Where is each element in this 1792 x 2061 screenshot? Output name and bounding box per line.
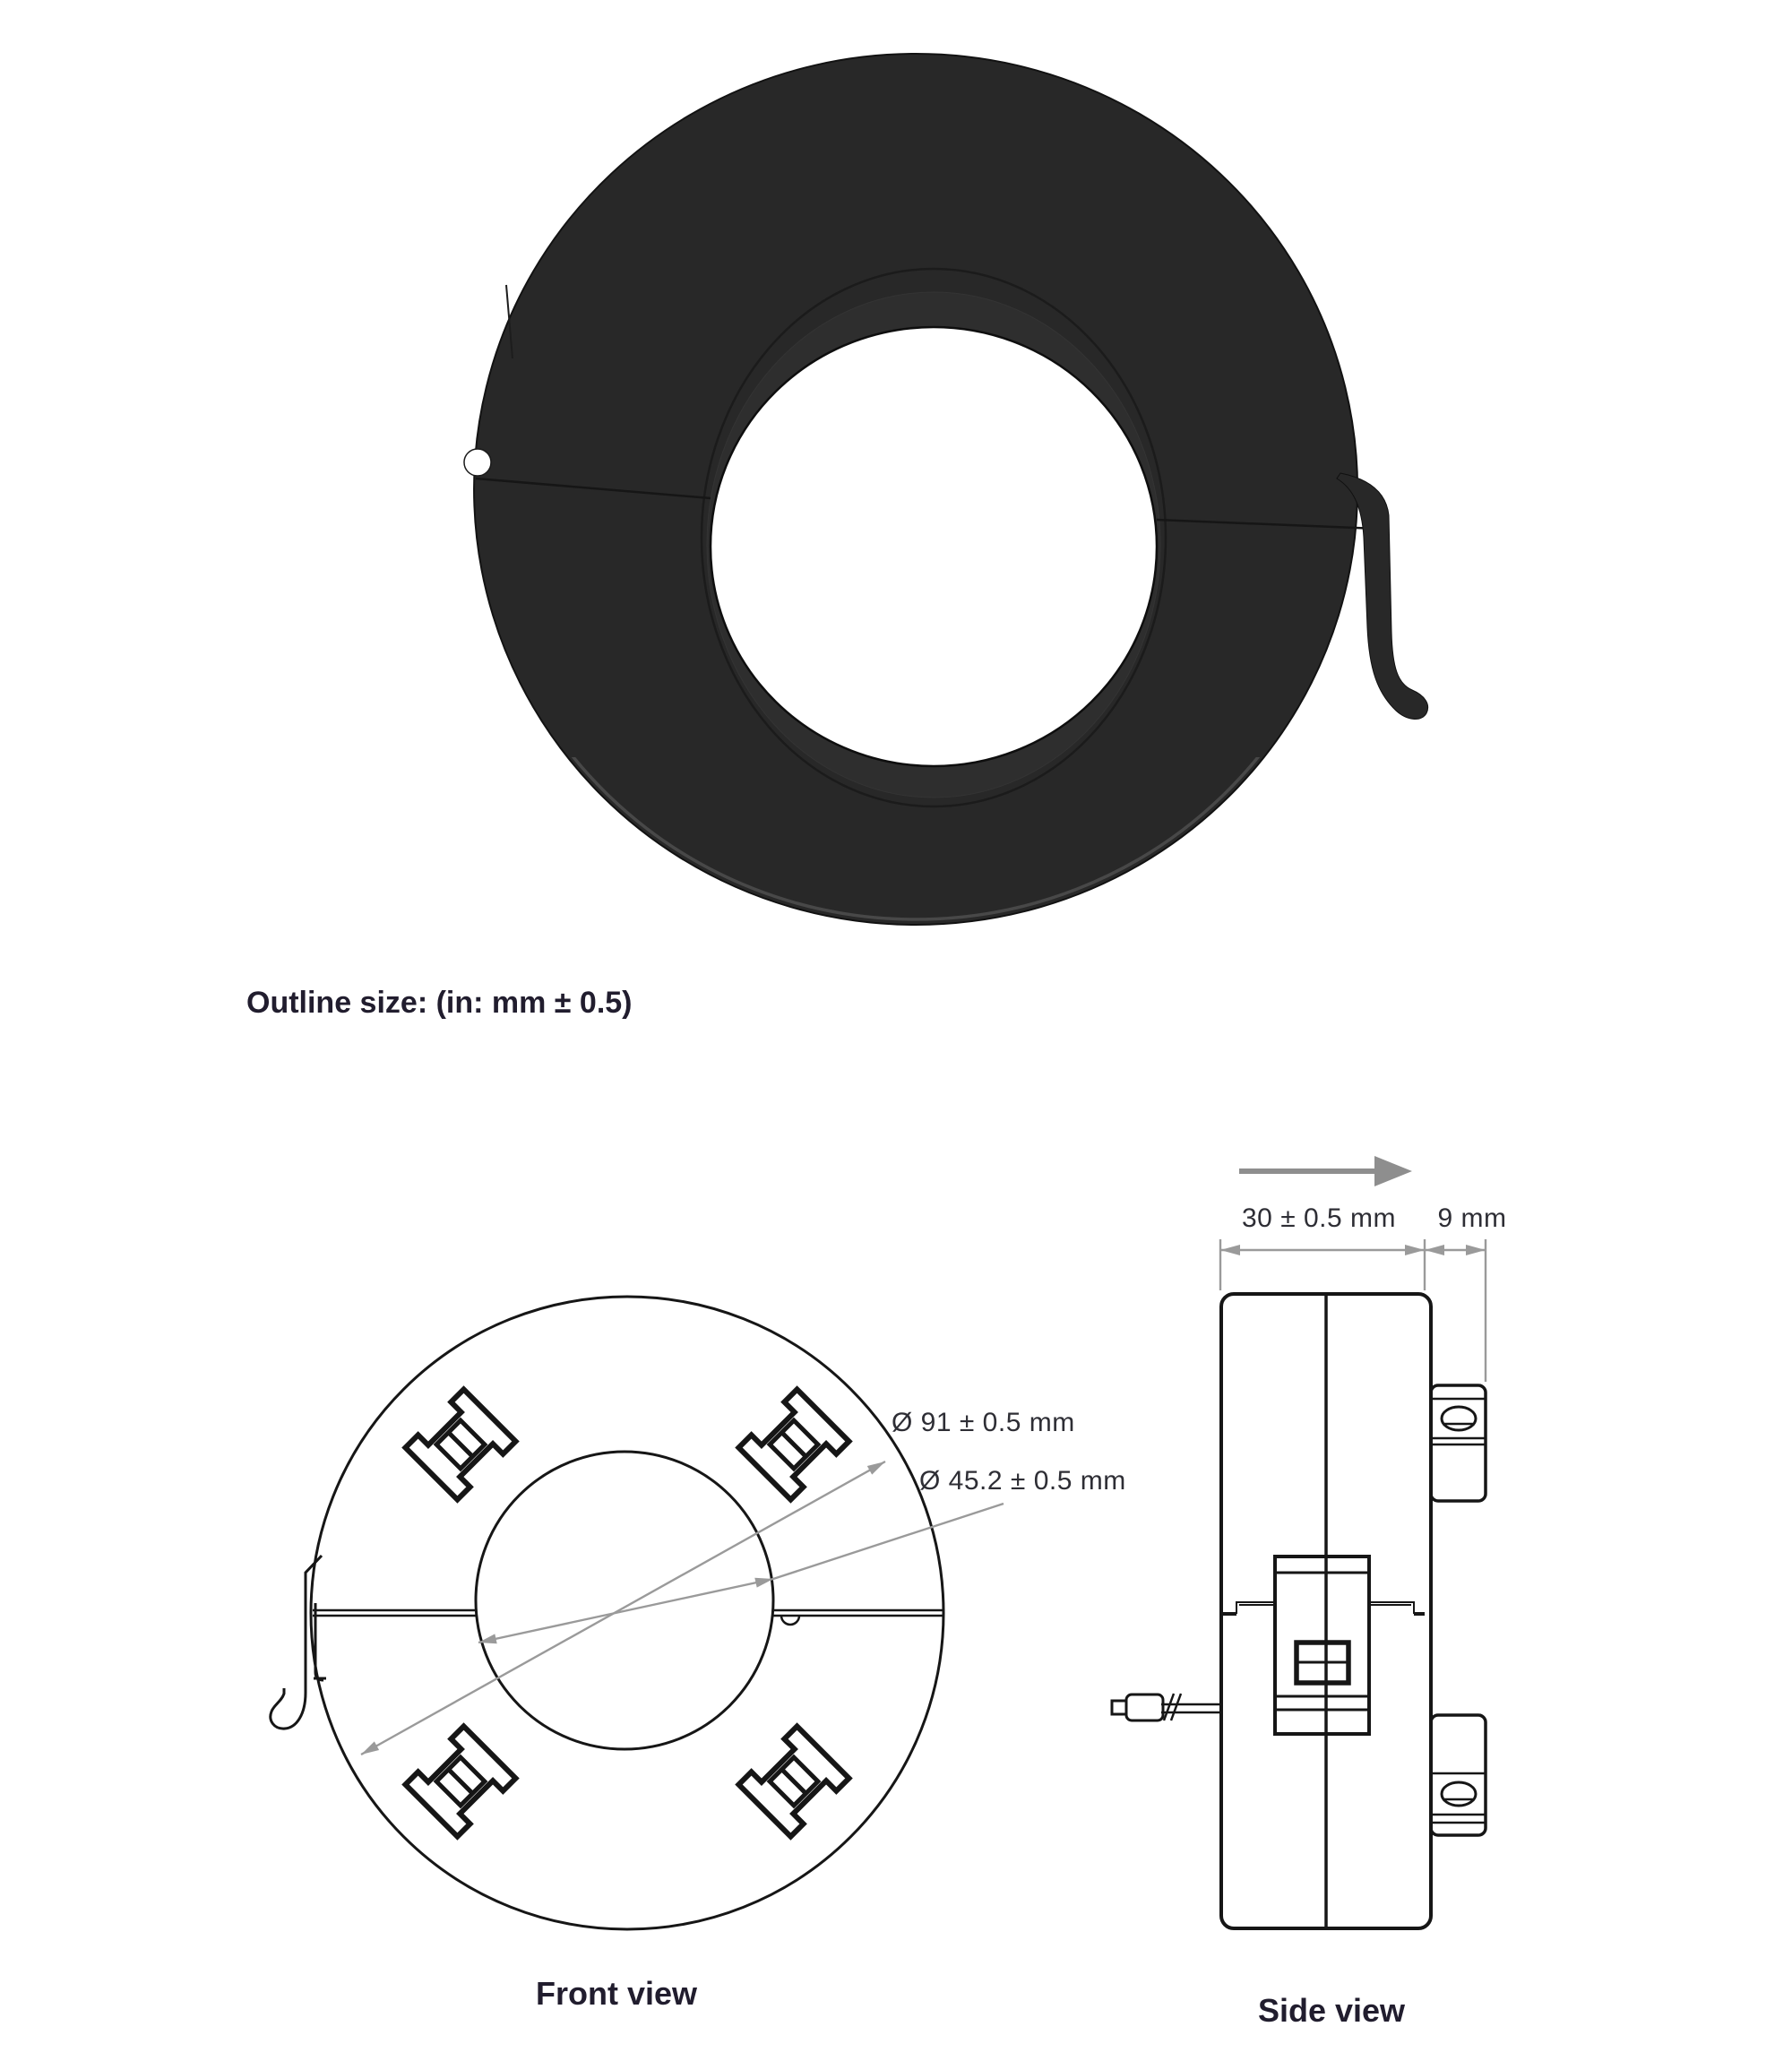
wire-connector-tip	[1112, 1701, 1126, 1714]
side-depth-label: 9 mm	[1437, 1203, 1507, 1233]
side-output-wire	[1112, 1694, 1221, 1720]
side-view-drawing	[1112, 1156, 1507, 2029]
wire-connector	[1126, 1695, 1163, 1720]
front-inner-diameter-label: Ø 45.2 ± 0.5 mm	[919, 1466, 1126, 1496]
side-width-label: 30 ± 0.5 mm	[1241, 1203, 1397, 1233]
direction-arrow-icon	[1239, 1156, 1412, 1186]
front-outer-circle	[311, 1297, 943, 1929]
terminal-screw-icon	[1442, 1782, 1476, 1806]
front-view-drawing	[271, 1297, 1126, 2012]
front-latch-clip	[271, 1556, 326, 1729]
winding-symbol-ne	[738, 1389, 849, 1499]
side-latch-housing	[1275, 1557, 1369, 1734]
outline-size-label: Outline size: (in: mm ± 0.5)	[246, 986, 633, 1020]
side-terminal-block-top	[1431, 1385, 1486, 1501]
product-photo	[464, 54, 1428, 925]
winding-symbol-sw	[405, 1726, 515, 1836]
front-outer-diameter-label: Ø 91 ± 0.5 mm	[892, 1408, 1075, 1437]
side-view-caption: Side view	[1257, 1992, 1406, 2029]
front-split-seam	[313, 1610, 943, 1625]
front-inner-circle	[476, 1452, 773, 1749]
terminal-screw-icon	[1442, 1407, 1476, 1430]
front-view-caption: Front view	[535, 1975, 698, 2012]
ring-hinge-notch	[464, 449, 491, 476]
front-outer-diameter-dim	[361, 1462, 885, 1755]
side-split-seam	[1221, 1602, 1425, 1615]
ring-hole	[711, 327, 1157, 766]
side-dimension-lines	[1220, 1239, 1486, 1382]
winding-symbol-nw	[405, 1389, 515, 1499]
winding-symbol-se	[738, 1726, 849, 1836]
front-inner-diameter-dim	[478, 1504, 1004, 1643]
side-terminal-block-bottom	[1431, 1715, 1486, 1835]
